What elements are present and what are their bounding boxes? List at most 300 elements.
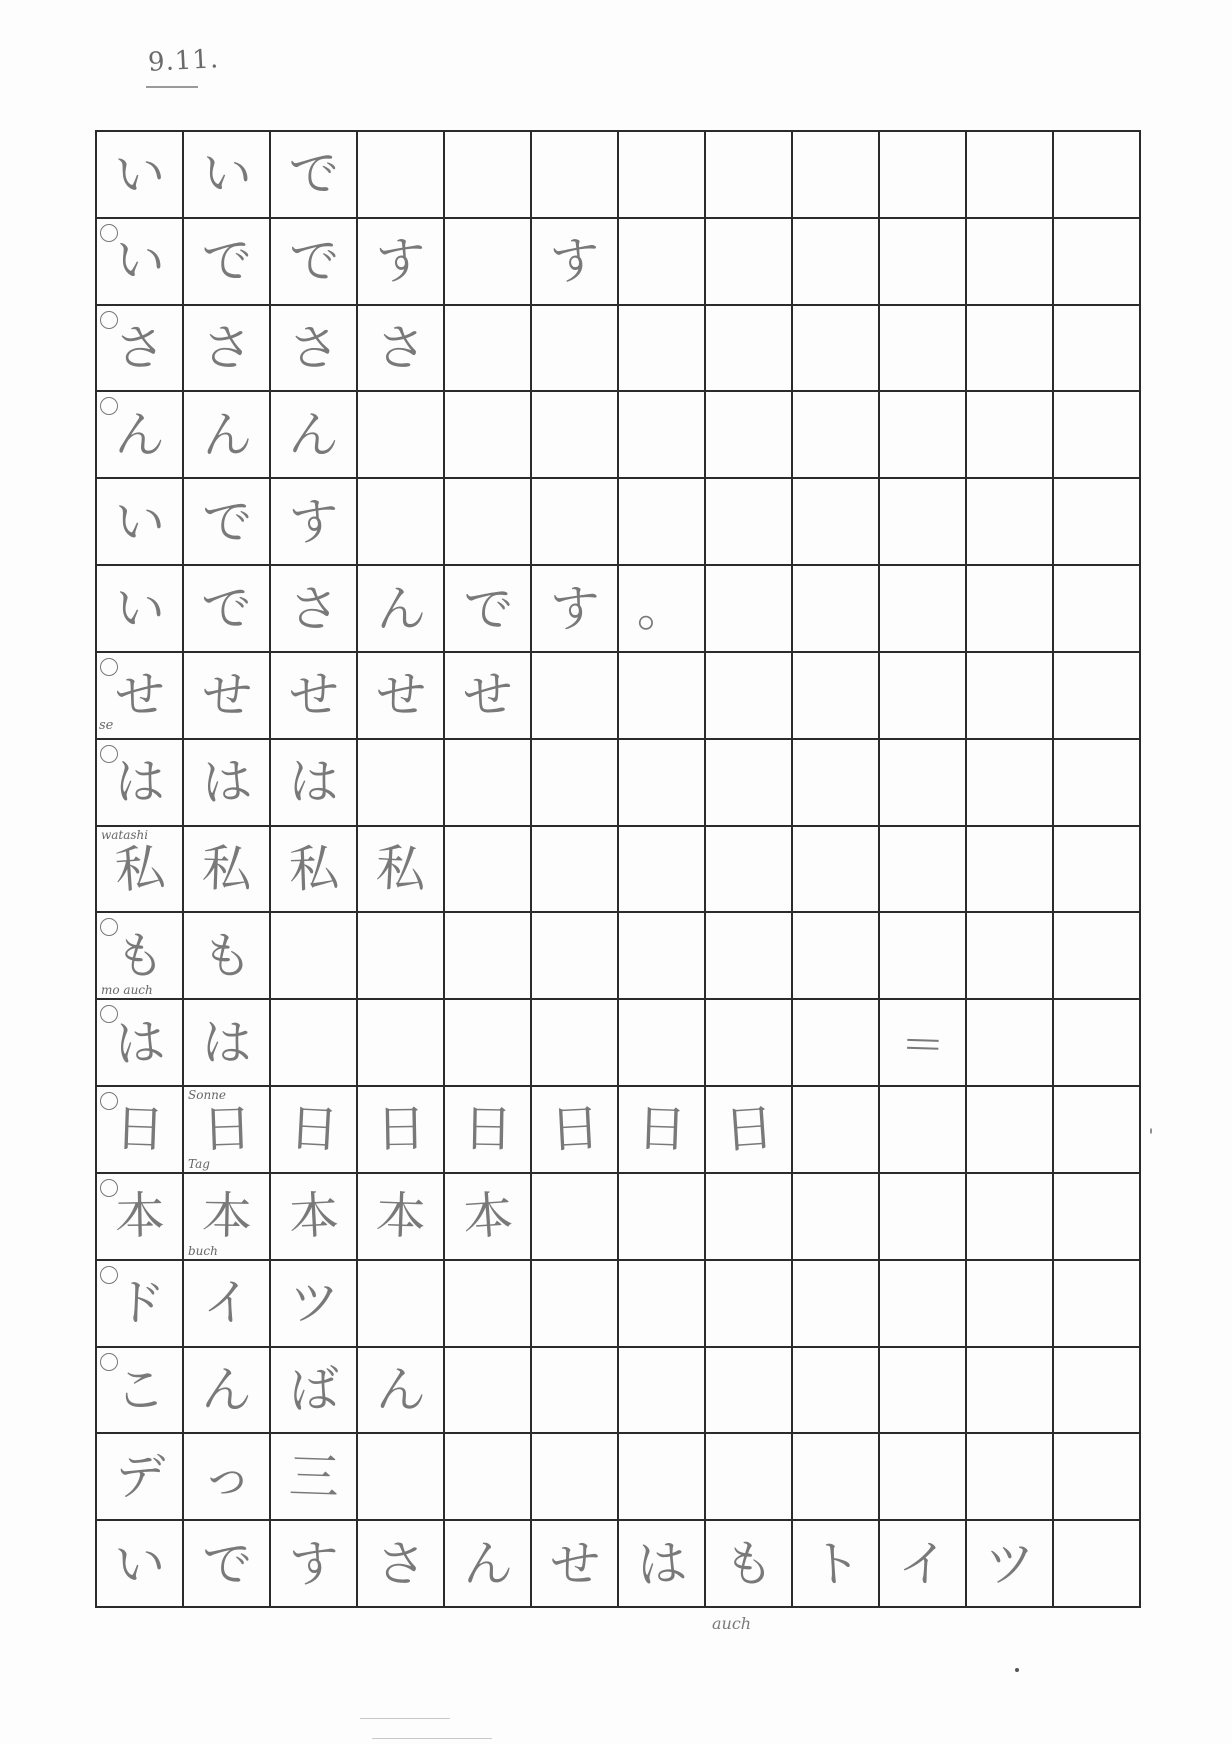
handwritten-character: は bbox=[635, 1533, 688, 1594]
writing-grid bbox=[95, 130, 1141, 1608]
handwritten-character: で bbox=[461, 578, 514, 639]
handwritten-character: 日 bbox=[635, 1099, 688, 1160]
grid-cell bbox=[532, 1434, 619, 1521]
grid-cell bbox=[97, 1521, 184, 1608]
grid-cell bbox=[619, 392, 706, 479]
grid-cell bbox=[706, 566, 793, 653]
grid-cell bbox=[184, 1000, 271, 1087]
grid-cell bbox=[532, 1261, 619, 1348]
grid-cell bbox=[184, 1087, 271, 1174]
stroke-order-mark bbox=[100, 658, 118, 676]
handwritten-character: 私 bbox=[374, 838, 427, 900]
grid-cell bbox=[271, 479, 358, 566]
grid-cell bbox=[1054, 566, 1141, 653]
handwritten-annotation: Sonne bbox=[188, 1088, 227, 1103]
grid-cell bbox=[97, 827, 184, 914]
handwritten-character: 本 bbox=[113, 1186, 166, 1246]
grid-cell bbox=[271, 913, 358, 1000]
grid-cell bbox=[706, 1087, 793, 1174]
grid-cell bbox=[1054, 392, 1141, 479]
faint-scan-line bbox=[360, 1718, 450, 1719]
grid-cell bbox=[880, 479, 967, 566]
handwritten-character: で bbox=[287, 144, 340, 205]
grid-cell bbox=[619, 1521, 706, 1608]
grid-cell bbox=[619, 219, 706, 306]
handwritten-character: で bbox=[199, 577, 254, 640]
grid-cell bbox=[793, 740, 880, 827]
grid-cell bbox=[445, 479, 532, 566]
grid-cell bbox=[619, 1000, 706, 1087]
grid-cell bbox=[880, 1087, 967, 1174]
stroke-order-mark bbox=[100, 745, 118, 763]
grid-cell bbox=[706, 306, 793, 393]
grid-cell bbox=[967, 740, 1054, 827]
grid-cell bbox=[358, 132, 445, 219]
grid-cell bbox=[1054, 219, 1141, 306]
grid-cell bbox=[97, 132, 184, 219]
handwritten-character: い bbox=[112, 1532, 167, 1595]
handwritten-character: い bbox=[112, 143, 167, 206]
grid-cell bbox=[706, 479, 793, 566]
grid-cell bbox=[97, 740, 184, 827]
grid-cell bbox=[97, 1434, 184, 1521]
handwritten-character: 日 bbox=[287, 1099, 340, 1160]
grid-cell bbox=[271, 1434, 358, 1521]
grid-cell bbox=[445, 1261, 532, 1348]
handwritten-character: は bbox=[113, 752, 166, 812]
grid-cell bbox=[532, 479, 619, 566]
handwritten-character: で bbox=[200, 231, 253, 291]
grid-cell bbox=[793, 1087, 880, 1174]
grid-cell bbox=[793, 479, 880, 566]
grid-cell bbox=[619, 653, 706, 740]
grid-cell bbox=[880, 653, 967, 740]
grid-cell bbox=[880, 1521, 967, 1608]
grid-cell bbox=[271, 219, 358, 306]
handwritten-character: ツ bbox=[983, 1533, 1036, 1594]
grid-cell bbox=[358, 653, 445, 740]
faint-scan-line bbox=[372, 1738, 492, 1739]
grid-cell bbox=[184, 306, 271, 393]
grid-cell bbox=[793, 392, 880, 479]
handwritten-character: イ bbox=[199, 1272, 254, 1334]
handwritten-annotation: se bbox=[99, 717, 114, 733]
stroke-order-mark bbox=[100, 1266, 118, 1284]
grid-cell bbox=[706, 827, 793, 914]
grid-cell bbox=[880, 740, 967, 827]
grid-cell bbox=[967, 1261, 1054, 1348]
grid-cell bbox=[1054, 913, 1141, 1000]
grid-cell bbox=[619, 132, 706, 219]
handwritten-character: 本 bbox=[287, 1186, 340, 1247]
grid-cell bbox=[706, 1261, 793, 1348]
handwritten-character: せ bbox=[548, 1534, 601, 1594]
grid-cell bbox=[793, 653, 880, 740]
grid-cell bbox=[706, 653, 793, 740]
handwritten-character: は bbox=[113, 1012, 166, 1073]
date-heading: 9.11. bbox=[147, 44, 220, 78]
grid-cell bbox=[445, 132, 532, 219]
handwritten-character: 日 bbox=[548, 1099, 601, 1160]
grid-cell bbox=[793, 566, 880, 653]
grid-cell bbox=[358, 913, 445, 1000]
handwritten-character: 日 bbox=[461, 1100, 514, 1159]
grid-cell bbox=[271, 132, 358, 219]
handwritten-character: ん bbox=[374, 578, 427, 639]
grid-cell bbox=[97, 1261, 184, 1348]
grid-cell bbox=[271, 1174, 358, 1261]
grid-cell bbox=[967, 219, 1054, 306]
handwritten-character: 三 bbox=[287, 1446, 340, 1507]
grid-cell bbox=[880, 566, 967, 653]
grid-cell bbox=[1054, 479, 1141, 566]
grid-cell bbox=[358, 392, 445, 479]
handwritten-character: = bbox=[900, 1012, 945, 1073]
handwritten-character: で bbox=[200, 492, 253, 552]
grid-cell bbox=[184, 1521, 271, 1608]
grid-cell bbox=[445, 913, 532, 1000]
grid-cell bbox=[184, 740, 271, 827]
grid-cell bbox=[619, 566, 706, 653]
handwritten-character: で bbox=[200, 1533, 253, 1594]
grid-cell bbox=[445, 1087, 532, 1174]
grid-cell bbox=[706, 132, 793, 219]
grid-cell bbox=[793, 219, 880, 306]
grid-cell bbox=[619, 479, 706, 566]
handwritten-character: い bbox=[113, 230, 166, 292]
handwritten-character: ん bbox=[461, 1534, 514, 1594]
grid-cell bbox=[358, 219, 445, 306]
handwritten-character: 日 bbox=[200, 1099, 253, 1160]
grid-cell bbox=[358, 1087, 445, 1174]
handwritten-annotation: Tag bbox=[188, 1156, 210, 1171]
grid-cell bbox=[619, 306, 706, 393]
handwritten-character: こ bbox=[113, 1360, 166, 1420]
handwritten-character: せ bbox=[113, 665, 166, 726]
grid-cell bbox=[967, 1434, 1054, 1521]
grid-cell bbox=[1054, 306, 1141, 393]
grid-cell bbox=[532, 827, 619, 914]
grid-cell bbox=[619, 740, 706, 827]
handwritten-character: 。 bbox=[635, 579, 688, 638]
grid-cell bbox=[880, 392, 967, 479]
grid-cell bbox=[184, 653, 271, 740]
grid-cell bbox=[97, 653, 184, 740]
grid-cell bbox=[271, 566, 358, 653]
grid-cell bbox=[445, 1000, 532, 1087]
grid-cell bbox=[271, 1348, 358, 1435]
grid-cell bbox=[184, 1261, 271, 1348]
grid-cell bbox=[184, 132, 271, 219]
grid-cell bbox=[271, 1000, 358, 1087]
handwritten-character: せ bbox=[287, 665, 340, 725]
grid-cell bbox=[880, 1434, 967, 1521]
grid-cell bbox=[1054, 1348, 1141, 1435]
handwritten-character: ん bbox=[200, 405, 253, 465]
handwritten-character: イ bbox=[896, 1533, 949, 1594]
handwritten-character: 私 bbox=[287, 839, 340, 899]
grid-cell bbox=[445, 653, 532, 740]
grid-cell bbox=[358, 740, 445, 827]
grid-cell bbox=[184, 1174, 271, 1261]
grid-cell bbox=[271, 1521, 358, 1608]
grid-cell bbox=[271, 740, 358, 827]
handwritten-character: は bbox=[200, 1012, 253, 1073]
handwritten-character: 日 bbox=[374, 1100, 427, 1159]
stroke-order-mark bbox=[100, 1179, 118, 1197]
handwritten-character: 本 bbox=[200, 1186, 253, 1246]
grid-cell bbox=[967, 653, 1054, 740]
stroke-order-mark bbox=[100, 311, 118, 329]
grid-cell bbox=[358, 1348, 445, 1435]
handwritten-character: 日 bbox=[721, 1098, 776, 1161]
grid-cell bbox=[271, 653, 358, 740]
stroke-order-mark bbox=[100, 224, 118, 242]
grid-cell bbox=[532, 1000, 619, 1087]
handwritten-annotation: mo auch bbox=[101, 983, 153, 998]
grid-cell bbox=[967, 1087, 1054, 1174]
grid-cell bbox=[1054, 1261, 1141, 1348]
grid-cell bbox=[1054, 827, 1141, 914]
grid-cell bbox=[97, 306, 184, 393]
grid-cell bbox=[97, 913, 184, 1000]
handwritten-character: す bbox=[547, 230, 602, 292]
handwritten-character: ん bbox=[113, 405, 166, 465]
handwritten-character: せ bbox=[374, 665, 427, 725]
grid-cell bbox=[880, 1174, 967, 1261]
grid-cell bbox=[880, 1000, 967, 1087]
grid-cell bbox=[532, 1087, 619, 1174]
grid-cell bbox=[97, 219, 184, 306]
handwritten-character: っ bbox=[200, 1446, 253, 1508]
grid-cell bbox=[445, 219, 532, 306]
grid-cell bbox=[880, 219, 967, 306]
grid-cell bbox=[967, 827, 1054, 914]
grid-cell bbox=[532, 1521, 619, 1608]
ink-speck bbox=[1150, 1128, 1152, 1134]
grid-cell bbox=[445, 1521, 532, 1608]
grid-cell bbox=[184, 479, 271, 566]
grid-cell bbox=[706, 1000, 793, 1087]
grid-cell bbox=[358, 1000, 445, 1087]
grid-cell bbox=[445, 740, 532, 827]
grid-cell bbox=[706, 913, 793, 1000]
handwritten-character: ド bbox=[113, 1273, 166, 1333]
grid-cell bbox=[358, 1174, 445, 1261]
grid-cell bbox=[445, 1434, 532, 1521]
grid-cell bbox=[184, 1348, 271, 1435]
grid-cell bbox=[706, 1434, 793, 1521]
grid-cell bbox=[967, 1174, 1054, 1261]
grid-cell bbox=[619, 1348, 706, 1435]
stroke-order-mark bbox=[100, 1092, 118, 1110]
below-grid-note: auch bbox=[712, 1614, 752, 1633]
grid-cell bbox=[706, 1174, 793, 1261]
handwritten-character: 私 bbox=[200, 839, 253, 899]
handwritten-character: せ bbox=[200, 665, 253, 726]
handwritten-character: は bbox=[287, 752, 340, 813]
grid-cell bbox=[532, 566, 619, 653]
grid-cell bbox=[793, 306, 880, 393]
handwritten-character: さ bbox=[287, 578, 340, 639]
grid-cell bbox=[706, 1348, 793, 1435]
grid-cell bbox=[532, 913, 619, 1000]
grid-cell bbox=[880, 306, 967, 393]
ink-speck bbox=[1015, 1668, 1019, 1672]
grid-cell bbox=[532, 392, 619, 479]
grid-cell bbox=[967, 1348, 1054, 1435]
grid-cell bbox=[532, 132, 619, 219]
handwritten-character: す bbox=[548, 579, 601, 638]
grid-cell bbox=[880, 132, 967, 219]
grid-cell bbox=[271, 1087, 358, 1174]
grid-cell bbox=[184, 566, 271, 653]
grid-cell bbox=[967, 566, 1054, 653]
grid-cell bbox=[1054, 653, 1141, 740]
handwritten-character: せ bbox=[461, 665, 514, 726]
grid-cell bbox=[619, 827, 706, 914]
grid-cell bbox=[706, 219, 793, 306]
grid-cell bbox=[706, 392, 793, 479]
handwritten-character: 本 bbox=[460, 1185, 515, 1247]
grid-cell bbox=[793, 1434, 880, 1521]
grid-cell bbox=[793, 913, 880, 1000]
grid-cell bbox=[97, 1000, 184, 1087]
grid-cell bbox=[1054, 1087, 1141, 1174]
grid-cell bbox=[706, 1521, 793, 1608]
grid-cell bbox=[619, 1087, 706, 1174]
grid-cell bbox=[358, 566, 445, 653]
grid-cell bbox=[184, 827, 271, 914]
grid-cell bbox=[532, 219, 619, 306]
grid-cell bbox=[184, 913, 271, 1000]
handwritten-character: ん bbox=[200, 1359, 253, 1421]
grid-cell bbox=[793, 1174, 880, 1261]
grid-cell bbox=[97, 1348, 184, 1435]
handwritten-character: さ bbox=[286, 317, 341, 379]
grid-cell bbox=[706, 740, 793, 827]
handwritten-character: ト bbox=[808, 1532, 863, 1595]
handwritten-character: ツ bbox=[287, 1273, 340, 1333]
grid-cell bbox=[967, 306, 1054, 393]
grid-cell bbox=[97, 392, 184, 479]
grid-cell bbox=[1054, 132, 1141, 219]
grid-cell bbox=[880, 1261, 967, 1348]
handwritten-character: さ bbox=[113, 317, 166, 379]
grid-cell bbox=[271, 306, 358, 393]
grid-cell bbox=[358, 479, 445, 566]
grid-cell bbox=[532, 306, 619, 393]
handwritten-character: い bbox=[113, 492, 166, 552]
grid-cell bbox=[445, 392, 532, 479]
handwritten-character: さ bbox=[200, 318, 253, 378]
grid-cell bbox=[880, 1348, 967, 1435]
grid-cell bbox=[793, 1261, 880, 1348]
grid-cell bbox=[445, 827, 532, 914]
grid-cell bbox=[184, 219, 271, 306]
grid-cell bbox=[358, 1434, 445, 1521]
grid-cell bbox=[532, 1348, 619, 1435]
handwritten-character: デ bbox=[113, 1447, 166, 1507]
grid-cell bbox=[97, 566, 184, 653]
grid-cell bbox=[358, 1521, 445, 1608]
grid-cell bbox=[967, 913, 1054, 1000]
grid-cell bbox=[619, 1174, 706, 1261]
grid-cell bbox=[97, 1174, 184, 1261]
grid-cell bbox=[358, 1261, 445, 1348]
grid-cell bbox=[1054, 1174, 1141, 1261]
grid-cell bbox=[793, 1348, 880, 1435]
handwritten-character: す bbox=[287, 1533, 340, 1594]
handwritten-character: ん bbox=[374, 1360, 427, 1420]
handwritten-character: ん bbox=[287, 404, 340, 466]
handwritten-character: も bbox=[200, 926, 253, 986]
grid-cell bbox=[1054, 1434, 1141, 1521]
handwritten-character: ば bbox=[287, 1360, 340, 1420]
grid-cell bbox=[532, 1174, 619, 1261]
grid-cell bbox=[967, 1521, 1054, 1608]
grid-cell bbox=[619, 1434, 706, 1521]
grid-cell bbox=[532, 653, 619, 740]
grid-cell bbox=[97, 479, 184, 566]
grid-cell bbox=[532, 740, 619, 827]
grid-cell bbox=[967, 479, 1054, 566]
handwritten-character: で bbox=[287, 231, 340, 291]
grid-cell bbox=[358, 306, 445, 393]
handwritten-character: 本 bbox=[374, 1186, 427, 1247]
date-underline bbox=[146, 86, 198, 88]
grid-cell bbox=[184, 392, 271, 479]
grid-cell bbox=[1054, 1000, 1141, 1087]
grid-cell bbox=[271, 392, 358, 479]
grid-cell bbox=[967, 1000, 1054, 1087]
stroke-order-mark bbox=[100, 1353, 118, 1371]
handwritten-character: さ bbox=[374, 318, 427, 378]
handwritten-character: す bbox=[374, 230, 427, 292]
grid-cell bbox=[445, 306, 532, 393]
handwritten-character: も bbox=[722, 1533, 775, 1594]
grid-cell bbox=[1054, 1521, 1141, 1608]
grid-cell bbox=[793, 132, 880, 219]
grid-cell bbox=[445, 566, 532, 653]
handwritten-character: 私 bbox=[112, 838, 167, 900]
grid-cell bbox=[619, 1261, 706, 1348]
handwritten-character: い bbox=[113, 578, 166, 639]
grid-cell bbox=[793, 1000, 880, 1087]
grid-cell bbox=[619, 913, 706, 1000]
grid-cell bbox=[271, 827, 358, 914]
grid-cell bbox=[1054, 740, 1141, 827]
handwritten-annotation: watashi bbox=[101, 827, 149, 842]
grid-cell bbox=[184, 1434, 271, 1521]
grid-cell bbox=[97, 1087, 184, 1174]
handwritten-character: い bbox=[200, 144, 253, 205]
grid-cell bbox=[358, 827, 445, 914]
grid-cell bbox=[445, 1174, 532, 1261]
grid-cell bbox=[880, 827, 967, 914]
handwritten-character: 日 bbox=[113, 1099, 166, 1160]
grid-cell bbox=[880, 913, 967, 1000]
handwritten-character: も bbox=[113, 925, 166, 987]
grid-cell bbox=[271, 1261, 358, 1348]
grid-cell bbox=[793, 827, 880, 914]
grid-cell bbox=[967, 132, 1054, 219]
handwritten-character: さ bbox=[374, 1533, 427, 1594]
handwritten-character: は bbox=[200, 751, 253, 813]
grid-cell bbox=[967, 392, 1054, 479]
grid-cell bbox=[793, 1521, 880, 1608]
handwritten-annotation: buch bbox=[188, 1243, 218, 1258]
